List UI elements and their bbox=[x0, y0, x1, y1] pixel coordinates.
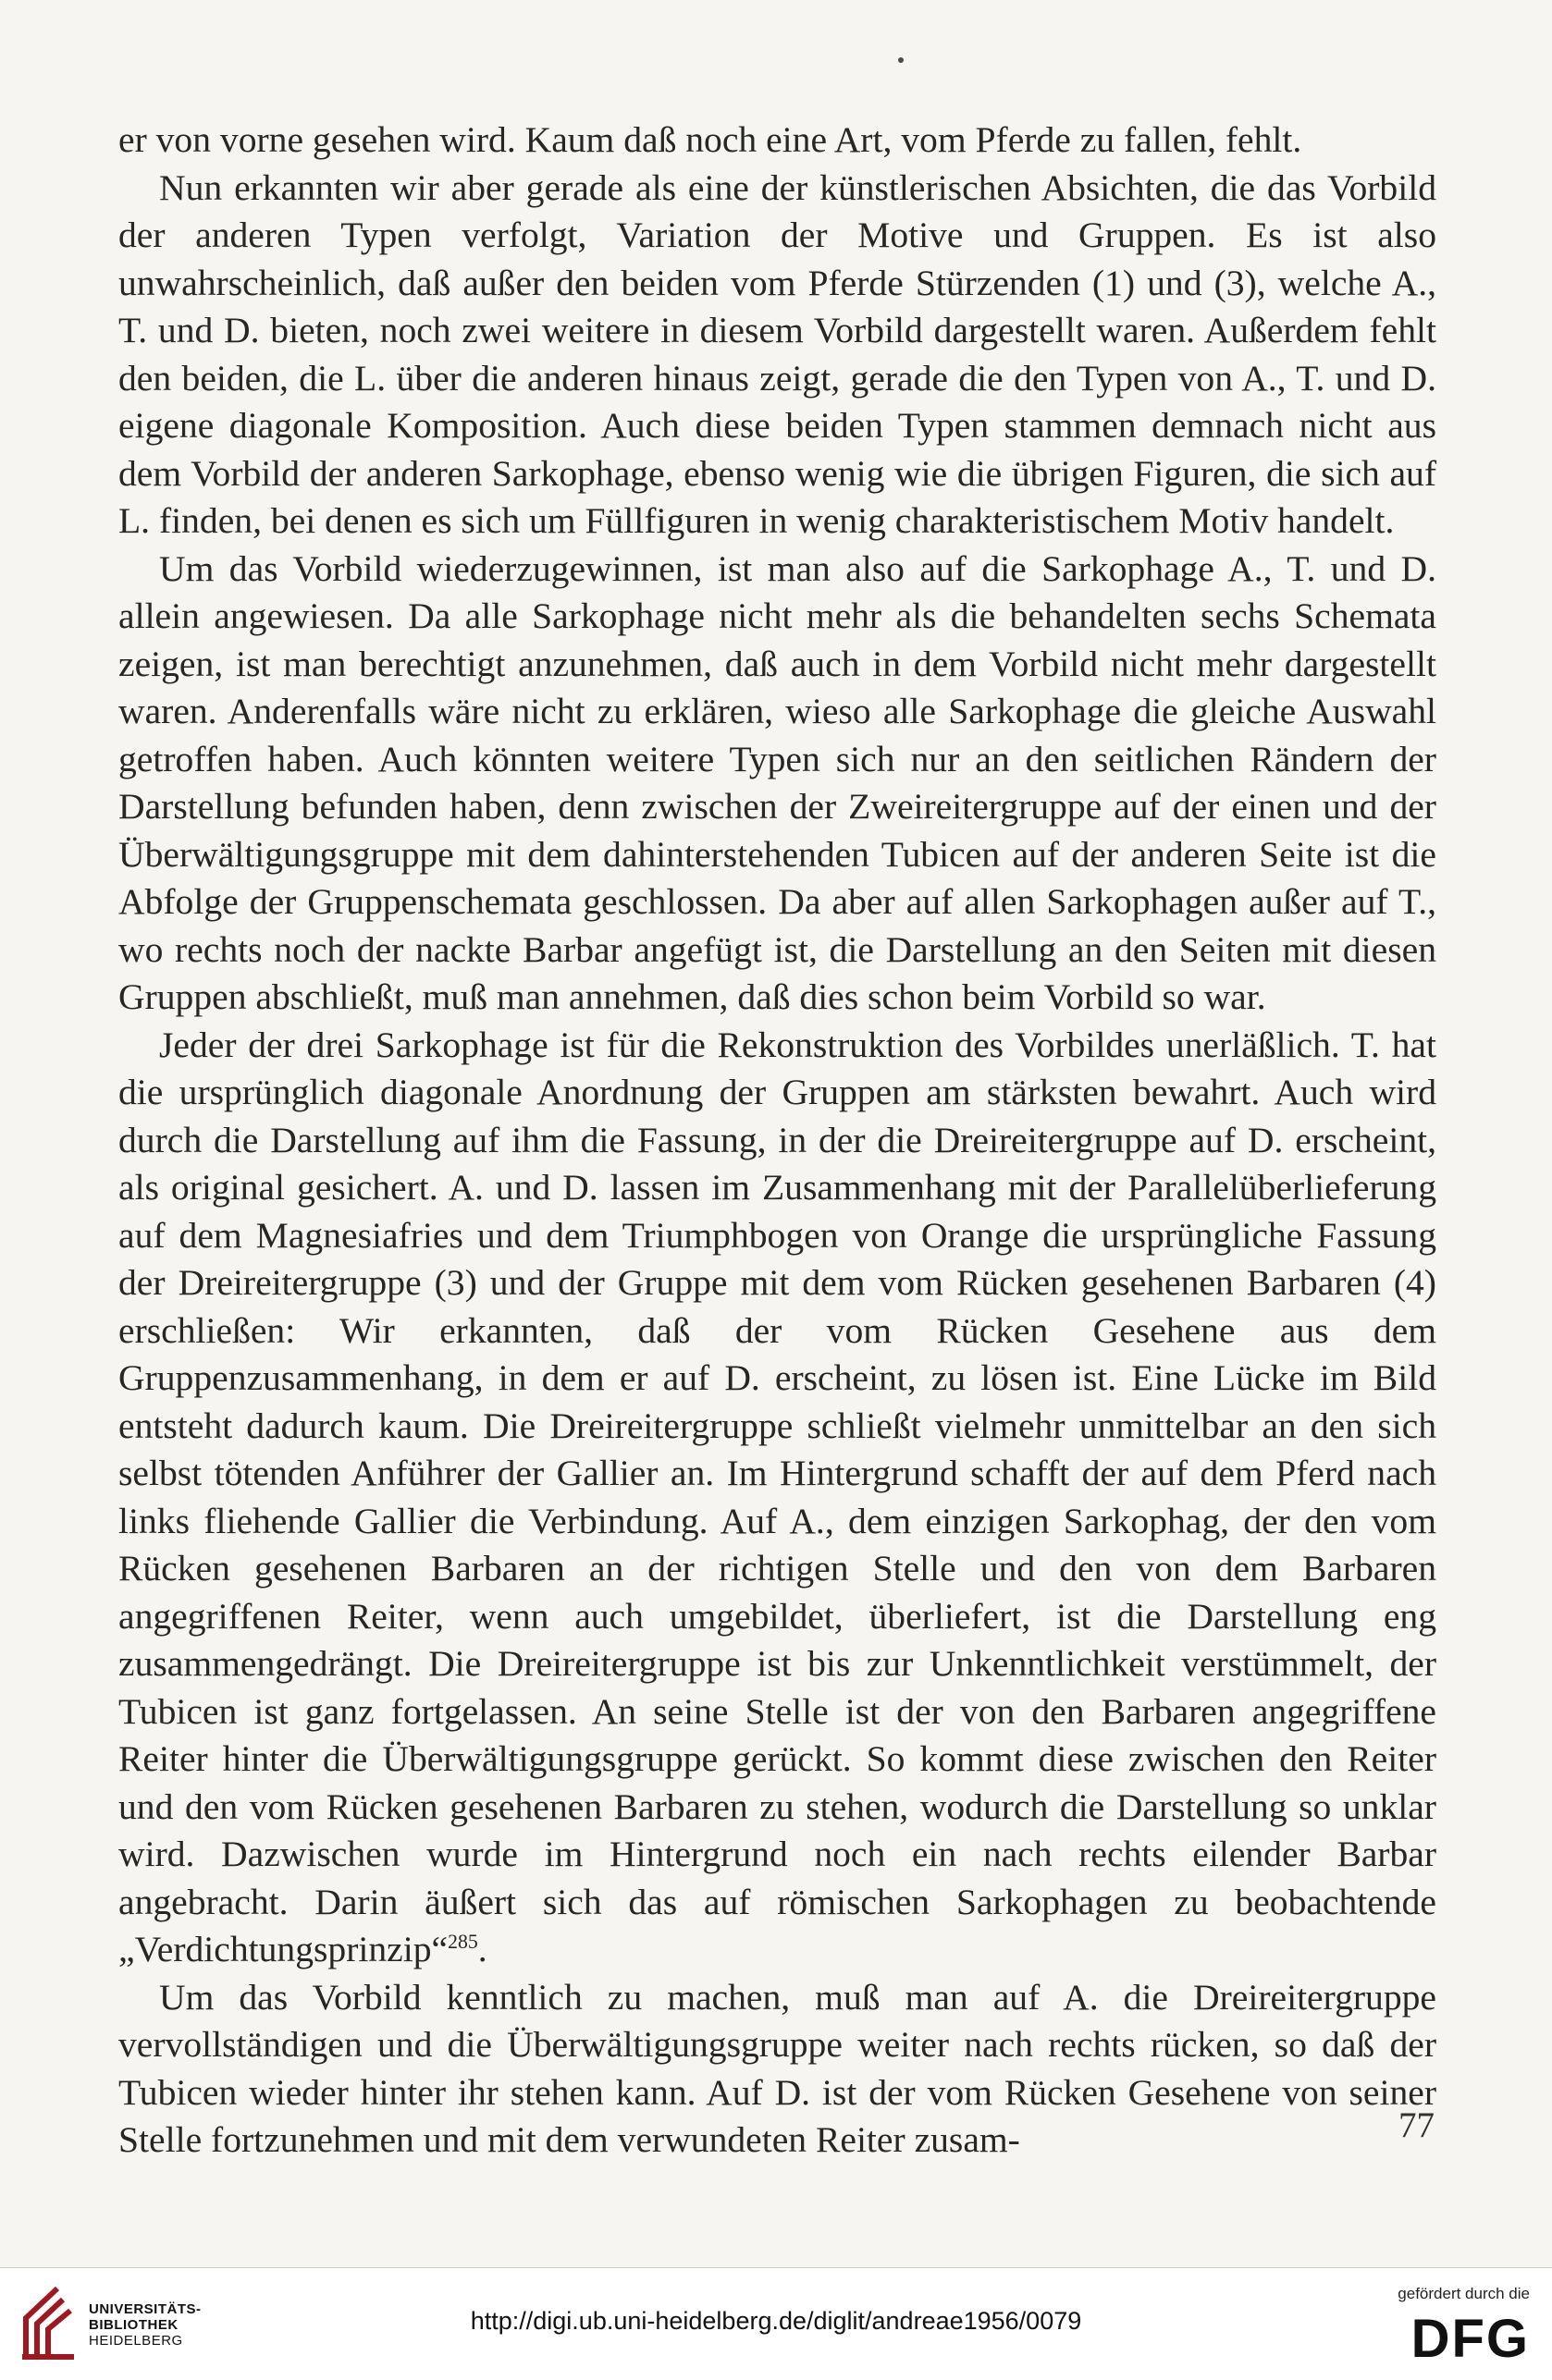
paragraph-4-end: . bbox=[477, 1929, 487, 1969]
paragraph-5: Um das Vorbild kenntlich zu machen, muß man auf A. die Dreireitergruppe vervollständigen und die Überwältigungsgruppe weiter nach rechts rücken, so daß der Tubicen wieder hinter ihr stehen kann. Auf D. ist der vom Rücken Gesehene von seiner Stelle fortzunehmen und mit dem verwundeten Reiter zusam- bbox=[118, 1976, 1436, 2160]
library-line-3: HEIDELBERG bbox=[89, 2333, 183, 2349]
paragraph-4-text: Jeder der drei Sarkophage ist für die Rekonstruktion des Vorbildes unerläßlich. T. hat die ursprünglich diagonale Anordnung der Gruppen am stärksten bewahrt. Auch wird durch die Darstellung auf ihm die Fassung, in der die Dreireitergruppe auf D. erscheint, als original gesichert. A. und D. lassen im Zusammenhang mit der Parallelüberlieferung auf dem Magnesiafries und dem Triumphbogen von Orange die ursprüngliche Fassung der Dreireitergruppe (3) und der Gruppe mit dem vom Rücken gesehenen Barbaren (4) erschließen: Wir erkannten, daß der vom Rücken Gesehene aus dem Gruppenzusammenhang, in dem er auf D. erscheint, zu lösen ist. Eine Lücke im Bild entsteht dadurch kaum. Die Dreireitergruppe schließt vielmehr unmittelbar an den sich selbst tötenden Anführer der Gallier an. Im Hintergrund schafft der auf dem Pferd nach links fliehende Gallier die Verbindung. Auf A., dem einzigen Sarkophag, der den vom Rücken gesehenen Barbaren an der richtigen Stelle und den von dem Barbaren angegriffenen Reiter, wenn auch umgebildet, überliefert, ist die Darstellung eng zusammengedrängt. Die Dreireitergruppe ist bis zur Unkenntlichkeit verstümmelt, der Tubicen ist ganz fortgelassen. An seine Stelle ist der von den Barbaren angegriffene Reiter hinter die Überwältigungsgruppe gerückt. So kommt diese zwischen den Reiter und den vom Rücken gesehenen Barbaren zu stehen, wodurch die Darstellung so unklar wird. Dazwischen wurde im Hintergrund noch ein nach rechts eilender Barbar angebracht. Darin äußert sich das auf römischen Sarkophagen zu beobachtende „Verdichtungsprinzip“ bbox=[118, 1024, 1436, 1969]
permalink-url[interactable]: http://digi.ub.uni-heidelberg.de/diglit/andreae1956/0079 bbox=[470, 2307, 1082, 2335]
funding-label: gefördert durch die bbox=[1398, 2285, 1530, 2302]
viewer-footer bbox=[0, 2267, 1552, 2380]
library-line-1: UNIVERSITÄTS- bbox=[89, 2301, 202, 2317]
body-text bbox=[118, 117, 1436, 2165]
footnote-reference[interactable]: 285 bbox=[448, 1930, 478, 1953]
page-number: 77 bbox=[1398, 2105, 1435, 2145]
paragraph-1: er von vorne gesehen wird. Kaum daß noch eine Art, vom Pferde zu fallen, fehlt. bbox=[118, 119, 1302, 160]
dfg-logo[interactable]: DFG bbox=[1410, 2309, 1530, 2369]
library-line-2: BIBLIOTHEK bbox=[89, 2317, 179, 2333]
paragraph-4 bbox=[118, 1022, 1436, 1974]
page-speck bbox=[898, 57, 904, 63]
paragraph-2: Nun erkannten wir aber gerade als eine der künstlerischen Absichten, die das Vorbild der anderen Typen verfolgt, Variation der Motive und Gruppen. Es ist also unwahrscheinlich, daß außer den beiden vom Pferde Stürzenden (1) und (3), welche A., T. und D. bieten, noch zwei weitere in diesem Vorbild dargestellt waren. Außerdem fehlt den beiden, die L. über die anderen hinaus zeigt, gerade die den Typen von A., T. und D. eigene diagonale Komposition. Auch diese beiden Typen stammen demnach nicht aus dem Vorbild der anderen Sarkophage, ebenso wenig wie die übrigen Figuren, die sich auf L. finden, bei denen es sich um Füllfiguren in wenig charakteristischem Motiv handelt. bbox=[118, 166, 1436, 541]
paragraph-3: Um das Vorbild wiederzugewinnen, ist man also auf die Sarkophage A., T. und D. allein angewiesen. Da alle Sarkophage nicht mehr als die behandelten sechs Schemata zeigen, ist man berechtigt anzunehmen, daß auch in dem Vorbild nicht mehr dargestellt waren. Anderenfalls wäre nicht zu erklären, wieso alle Sarkophage die gleiche Auswahl getroffen haben. Auch könnten weitere Typen sich nur an den seitlichen Rändern der Darstellung befunden haben, denn zwischen der Zweireitergruppe auf der einen und der Überwältigungsgruppe mit dem dahinterstehenden Tubicen auf der anderen Seite ist die Abfolge der Gruppenschemata geschlossen. Da aber auf allen Sarkophagen außer auf T., wo rechts noch der nackte Barbar angefügt ist, die Darstellung an den Seiten mit diesen Gruppen abschließt, muß man annehmen, daß dies schon beim Vorbild so war. bbox=[118, 547, 1436, 1017]
